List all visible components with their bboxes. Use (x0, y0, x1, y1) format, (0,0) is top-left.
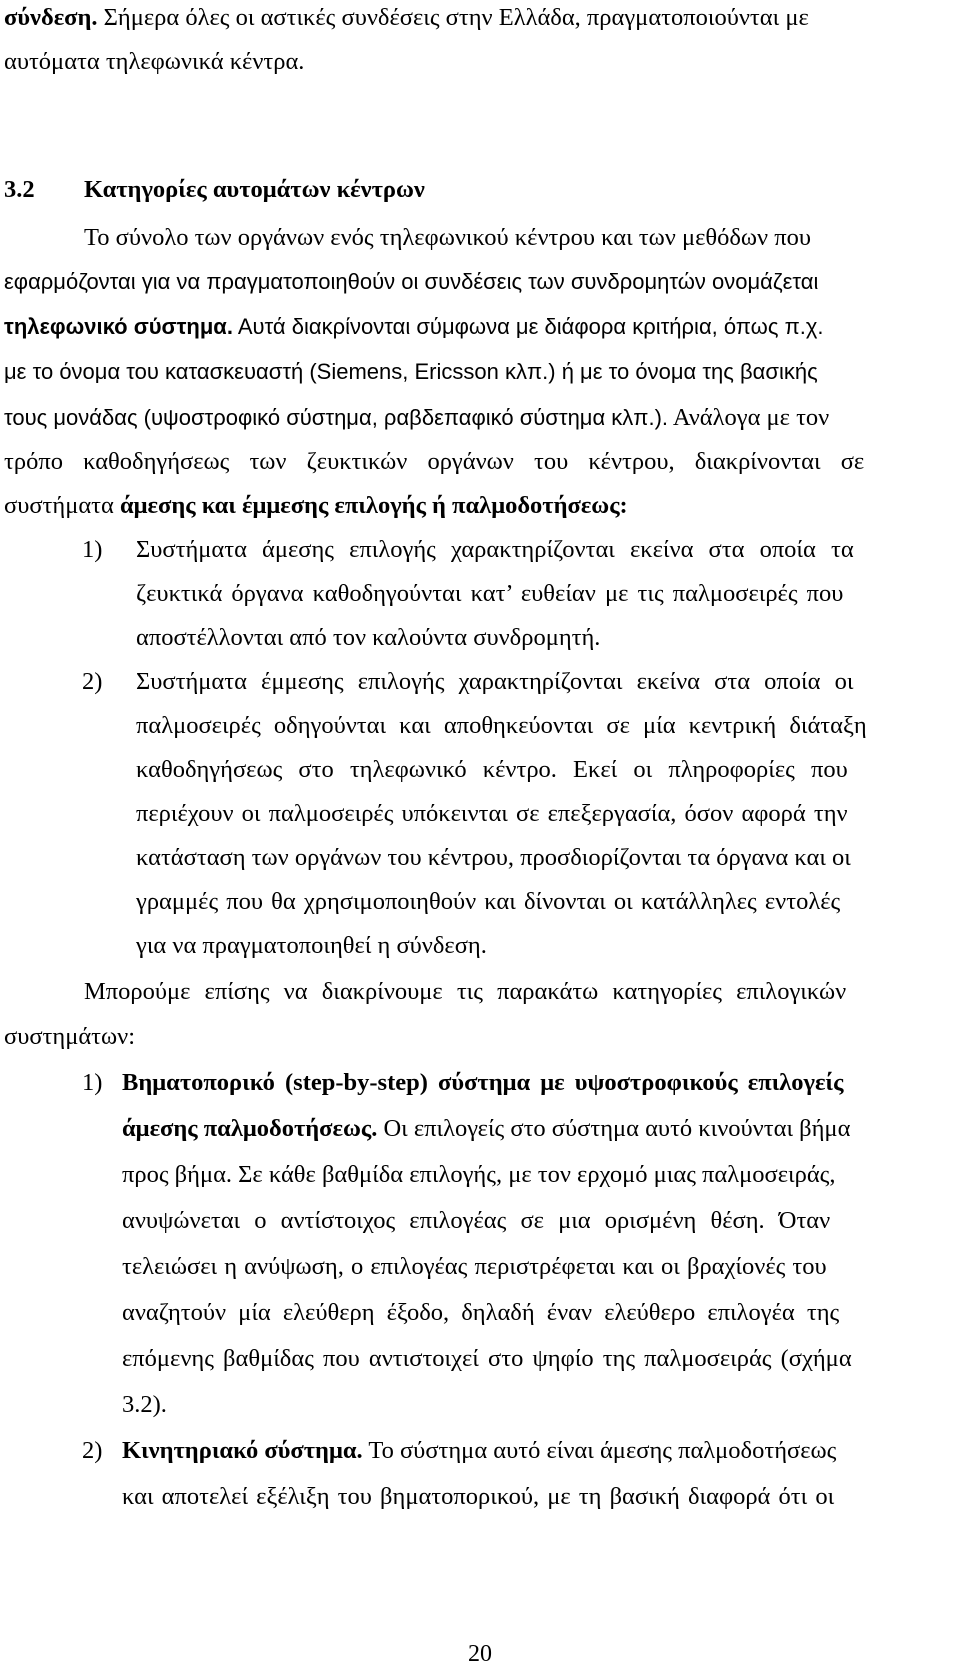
list1-item-2-number: 2) (82, 668, 103, 695)
list2-item-1-line-2 (122, 1117, 850, 1142)
intro-bold: σύνδεση. (4, 4, 98, 31)
list2-item-1-line-5: τελειώσει η ανύψωση, ο επιλογέας περιστρέφεται και οι βραχίονές του (122, 1253, 827, 1280)
list1-item-2-line-3: καθοδηγήσεως στο τηλεφωνικό κέντρο. Εκεί οι πληροφορίες που (136, 756, 848, 783)
list1-item-2-line-7: για να πραγματοποιηθεί η σύνδεση. (136, 932, 487, 959)
para1-line-2: εφαρμόζονται για να πραγματοποιηθούν οι συνδέσεις των συνδρομητών ονομάζεται (4, 269, 819, 294)
para2-line-1: Μπορούμε επίσης να διακρίνουμε τις παρακάτω κατηγορίες επιλογικών (84, 978, 847, 1005)
term-selection: άμεσης και έμμεσης επιλογής ή παλμοδοτήσεως: (119, 492, 628, 519)
section-title: Κατηγορίες αυτομάτων κέντρων (84, 176, 425, 203)
list2-item-1-line-3: προς βήμα. Σε κάθε βαθμίδα επιλογής, με τον ερχομό μιας παλμοσειράς, (122, 1161, 836, 1188)
list1-item-2-line-2: παλμοσειρές οδηγούνται και αποθηκεύονται σε μία κεντρική διάταξη (136, 712, 867, 739)
intro-line-2: αυτόματα τηλεφωνικά κέντρα. (4, 48, 305, 75)
intro-text: Σήμερα όλες οι αστικές συνδέσεις στην Ελλάδα, πραγματοποιούνται με (97, 4, 809, 31)
para1-line-5 (4, 406, 829, 431)
list1-item-1-number: 1) (82, 536, 103, 563)
list1-item-1-line-1: Συστήματα άμεσης επιλογής χαρακτηρίζονται εκείνα στα οποία τα (136, 536, 854, 563)
list1-item-2-line-4: περιέχουν οι παλμοσειρές υπόκεινται σε επεξεργασία, όσον αφορά την (136, 800, 848, 827)
list2-item-1-line-1: Βηματοπορικό (step-by-step) σύστημα με υψοστροφικούς επιλογείς (122, 1069, 844, 1096)
para1-text-3: Αυτά διακρίνονται σύμφωνα με διάφορα κριτήρια, όπως π.χ. (232, 314, 824, 339)
intro-line-1 (4, 6, 809, 31)
para2-line-2: συστημάτων: (4, 1023, 136, 1050)
list2-item-2-text-1: Το σύστημα αυτό είναι άμεσης παλμοδοτήσεως (362, 1437, 837, 1464)
list2-item-1-number: 1) (82, 1069, 103, 1096)
para1-text-1: Το σύνολο των οργάνων ενός τηλεφωνικού κέντρου και των μεθόδων που (84, 224, 811, 251)
section-number: 3.2 (4, 176, 35, 203)
list2-item-1-line-8: 3.2). (122, 1391, 167, 1418)
list1-item-1-line-2: ζευκτικά όργανα καθοδηγούνται κατ’ ευθείαν με τις παλμοσειρές που (136, 580, 844, 607)
para1-line-4: με το όνομα του κατασκευαστή (Siemens, Ericsson κλπ.) ή με το όνομα της βασικής (4, 359, 818, 384)
list2-item-1-line-6: αναζητούν μία ελεύθερη έξοδο, δηλαδή έναν ελεύθερο επιλογέα της (122, 1299, 840, 1326)
para1-text-5b: Ανάλογα με τον (668, 404, 830, 431)
para1-text-7: συστήματα (4, 492, 120, 519)
list1-item-2-line-6: γραμμές που θα χρησιμοποιηθούν και δίνονται οι κατάλληλες εντολές (136, 888, 841, 915)
para1-line-1 (84, 226, 894, 251)
list2-item-2-number: 2) (82, 1437, 103, 1464)
para1-line-7 (4, 494, 628, 519)
term-telephone-system: τηλεφωνικό σύστημα. (4, 314, 233, 339)
list2-item-1-line-4: ανυψώνεται ο αντίστοιχος επιλογέας σε μια ορισμένη θέση. Όταν (122, 1207, 831, 1234)
list1-item-2-line-1: Συστήματα έμμεσης επιλογής χαρακτηρίζονται εκείνα στα οποία οι (136, 668, 854, 695)
list2-item-1-text-2: Οι επιλογείς στο σύστημα αυτό κινούνται βήμα (377, 1115, 851, 1142)
list2-item-2-line-2: και αποτελεί εξέλιξη του βηματοπορικού, με τη βασική διαφορά ότι οι (122, 1483, 835, 1510)
list2-item-1-line-7: επόμενης βαθμίδας που αντιστοιχεί στο ψηφίο της παλμοσειράς (σχήμα (122, 1345, 852, 1372)
para1-line-3 (4, 316, 824, 338)
list1-item-2-line-5: κατάσταση των οργάνων του κέντρου, προσδιορίζονται τα όργανα και οι (136, 844, 851, 871)
term-direct-pulsing: άμεσης παλμοδοτήσεως. (122, 1115, 378, 1142)
para1-line-6: τρόπο καθοδηγήσεως των ζευκτικών οργάνων του κέντρου, διακρίνονται σε (4, 448, 865, 475)
page-number: 20 (468, 1641, 492, 1667)
term-motor-system: Κινητηριακό σύστημα. (122, 1437, 363, 1464)
para1-text-5: τους μονάδας (υψοστροφικό σύστημα, ραβδεπαφικό σύστημα κλπ.). (4, 405, 669, 430)
list1-item-1-line-3: αποστέλλονται από τον καλούντα συνδρομητή. (136, 624, 601, 651)
list2-item-2-line-1 (122, 1439, 836, 1464)
